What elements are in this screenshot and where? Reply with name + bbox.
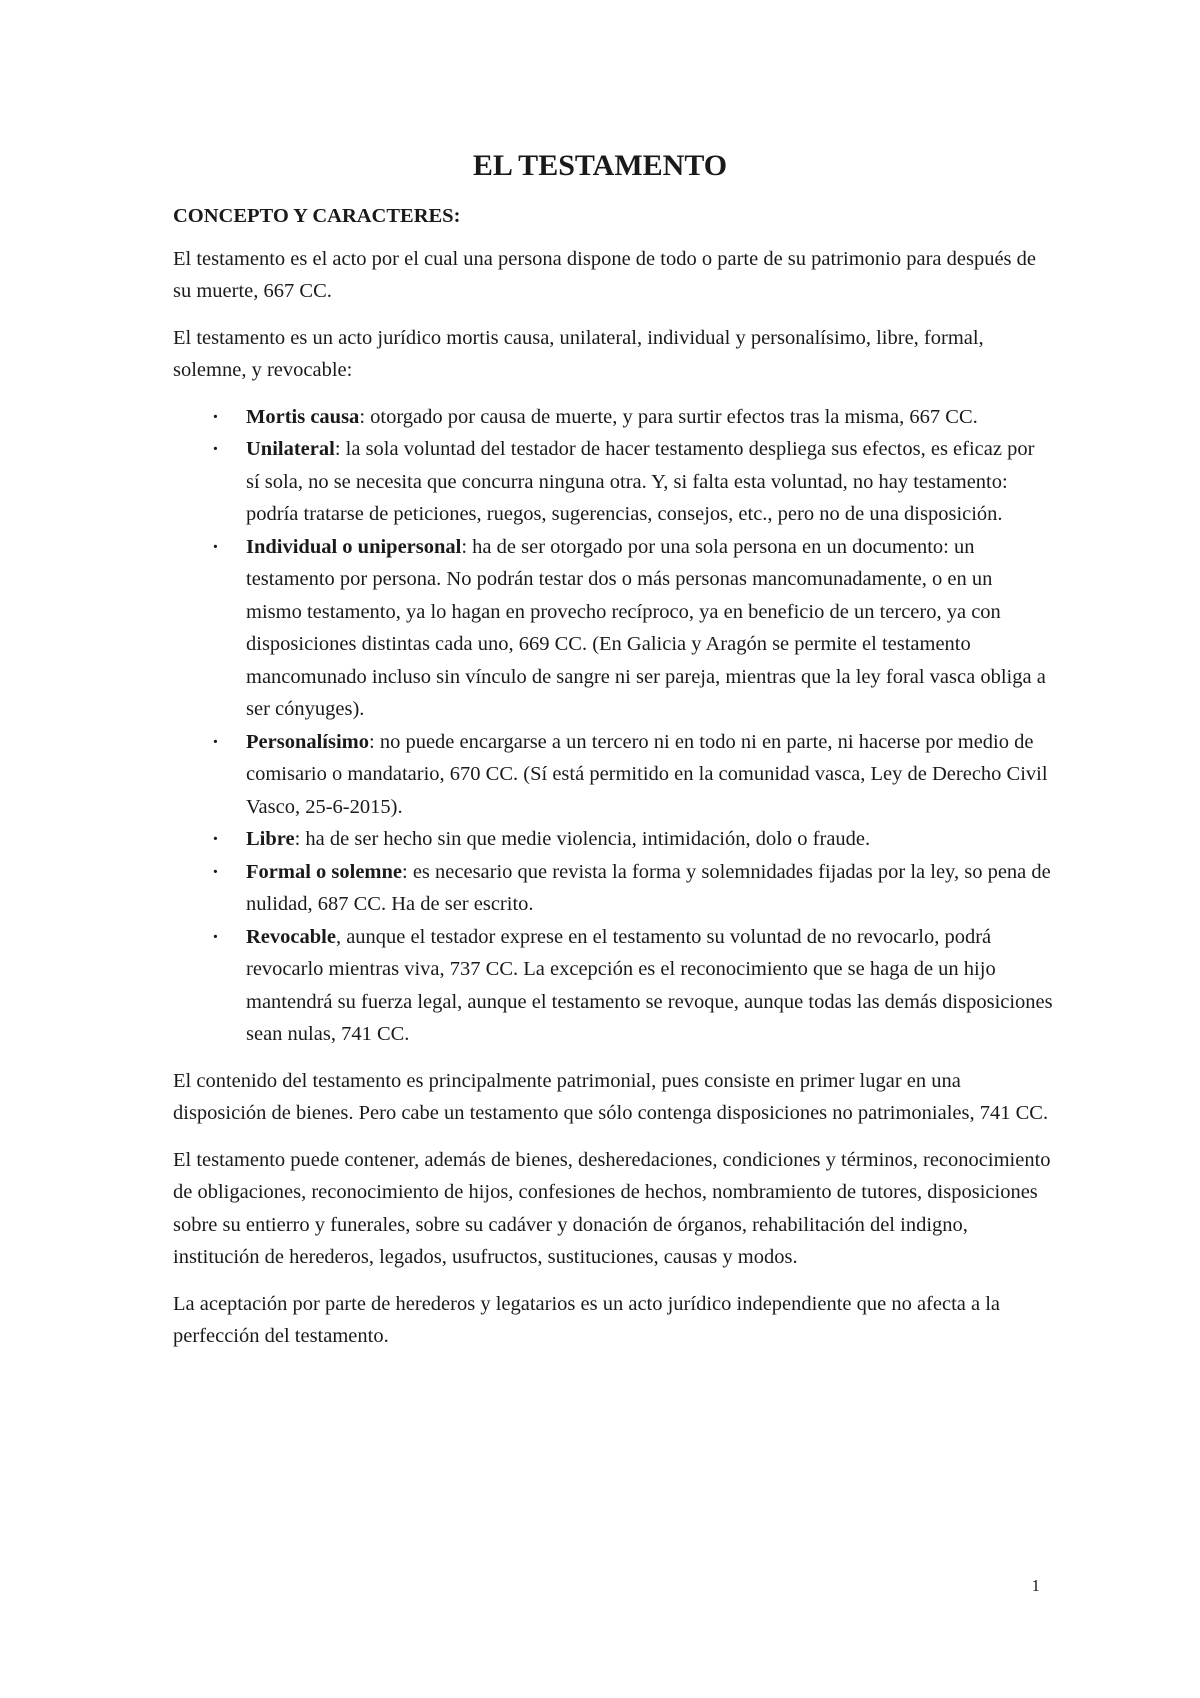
description-unilateral: : la sola voluntad del testador de hacer testamento despliega sus efectos, es eficaz por sí sola, no se necesita que concurra ninguna otra. Y, si falta esta voluntad, no hay testamento: podría tratarse de peticiones, ruegos, sugerencias, consejos, etc., pero no de una disposición. bbox=[246, 438, 1035, 525]
term-revocable: Revocable bbox=[246, 925, 336, 948]
description-libre: : ha de ser hecho sin que medie violencia, intimidación, dolo o fraude. bbox=[294, 828, 871, 850]
list-item-libre bbox=[173, 823, 1053, 856]
closing-paragraph-1: El contenido del testamento es principalmente patrimonial, pues consiste en primer lugar en una disposición de bienes. Pero cabe un testamento que sólo contenga disposiciones no patrimoniales, 741 CC. bbox=[173, 1069, 1049, 1124]
term-individual: Individual o unipersonal bbox=[246, 535, 462, 558]
bullet-icon: · bbox=[212, 925, 219, 948]
document-body bbox=[173, 200, 1053, 1367]
term-libre: Libre bbox=[246, 828, 295, 850]
characteristics-list bbox=[173, 401, 1053, 1051]
closing-paragraph-3: La aceptación por parte de herederos y legatarios es un acto jurídico independiente que no afecta a la perfección del testamento. bbox=[173, 1292, 1001, 1347]
list-item-mortis-causa bbox=[173, 401, 1053, 434]
term-personalisimo: Personalísimo bbox=[246, 730, 369, 753]
description-personalisimo: : no puede encargarse a un tercero ni en todo ni en parte, ni hacerse por medio de comisario o mandatario, 670 CC. (Sí está permitido en la comunidad vasca, Ley de Derecho Civil Vasco, 25-6-2015). bbox=[246, 730, 1048, 818]
bullet-icon: · bbox=[212, 535, 219, 558]
list-item-revocable bbox=[173, 921, 1053, 1051]
term-mortis-causa: Mortis causa bbox=[246, 405, 360, 428]
description-mortis-causa: : otorgado por causa de muerte, y para surtir efectos tras la misma, 667 CC. bbox=[359, 405, 978, 428]
bullet-icon: · bbox=[212, 730, 219, 753]
bullet-icon: · bbox=[212, 438, 219, 460]
description-revocable: , aunque el testador exprese en el testamento su voluntad de no revocarlo, podrá revocarlo mientras viva, 737 CC. La excepción es el reconocimiento que se haga de un hijo mantendrá su fuerza legal, aunque el testamento se revoque, aunque todas las demás disposiciones sean nulas, 741 CC. bbox=[246, 925, 1053, 1045]
list-item-individual bbox=[173, 531, 1053, 726]
bullet-icon: · bbox=[212, 860, 219, 883]
list-item-personalisimo bbox=[173, 726, 1053, 824]
description-individual: : ha de ser otorgado por una sola persona en un documento: un testamento por persona. No podrán testar dos o más personas mancomunadamente, o en un mismo testamento, ya lo hagan en provecho recíproco, ya en beneficio de un tercero, ya con disposiciones distintas cada uno, 669 CC. (En Galicia y Aragón se permite el testamento mancomunado incluso sin vínculo de sangre ni ser pareja, mientras que la ley foral vasca obliga a ser cónyuges). bbox=[246, 535, 1046, 720]
term-unilateral: Unilateral bbox=[246, 438, 335, 460]
intro-paragraph-1: El testamento es el acto por el cual una persona dispone de todo o parte de su patrimonio para después de su muerte, 667 CC. bbox=[173, 247, 1037, 302]
list-item-unilateral bbox=[173, 433, 1053, 531]
section-heading: CONCEPTO Y CARACTERES: bbox=[173, 205, 461, 227]
bullet-icon: · bbox=[212, 405, 219, 428]
intro-paragraph-2: El testamento es un acto jurídico mortis causa, unilateral, individual y personalísimo, libre, formal, solemne, y revocable: bbox=[173, 326, 984, 381]
list-item-formal bbox=[173, 856, 1053, 921]
closing-paragraph-2: El testamento puede contener, además de bienes, desheredaciones, condiciones y términos, reconocimiento de obligaciones, reconocimiento de hijos, confesiones de hechos, nombramiento de tutores, disposiciones sobre su entierro y funerales, sobre su cadáver y donación de órganos, rehabilitación del indigno, institución de herederos, legados, usufructos, sustituciones, causas y modos. bbox=[173, 1148, 1051, 1268]
term-formal: Formal o solemne bbox=[246, 860, 402, 883]
page-number: 1 bbox=[1031, 1576, 1040, 1595]
bullet-icon: · bbox=[212, 828, 219, 850]
description-formal: : es necesario que revista la forma y solemnidades fijadas por la ley, so pena de nulidad, 687 CC. Ha de ser escrito. bbox=[246, 860, 1051, 915]
document-title: EL TESTAMENTO bbox=[472, 149, 728, 182]
